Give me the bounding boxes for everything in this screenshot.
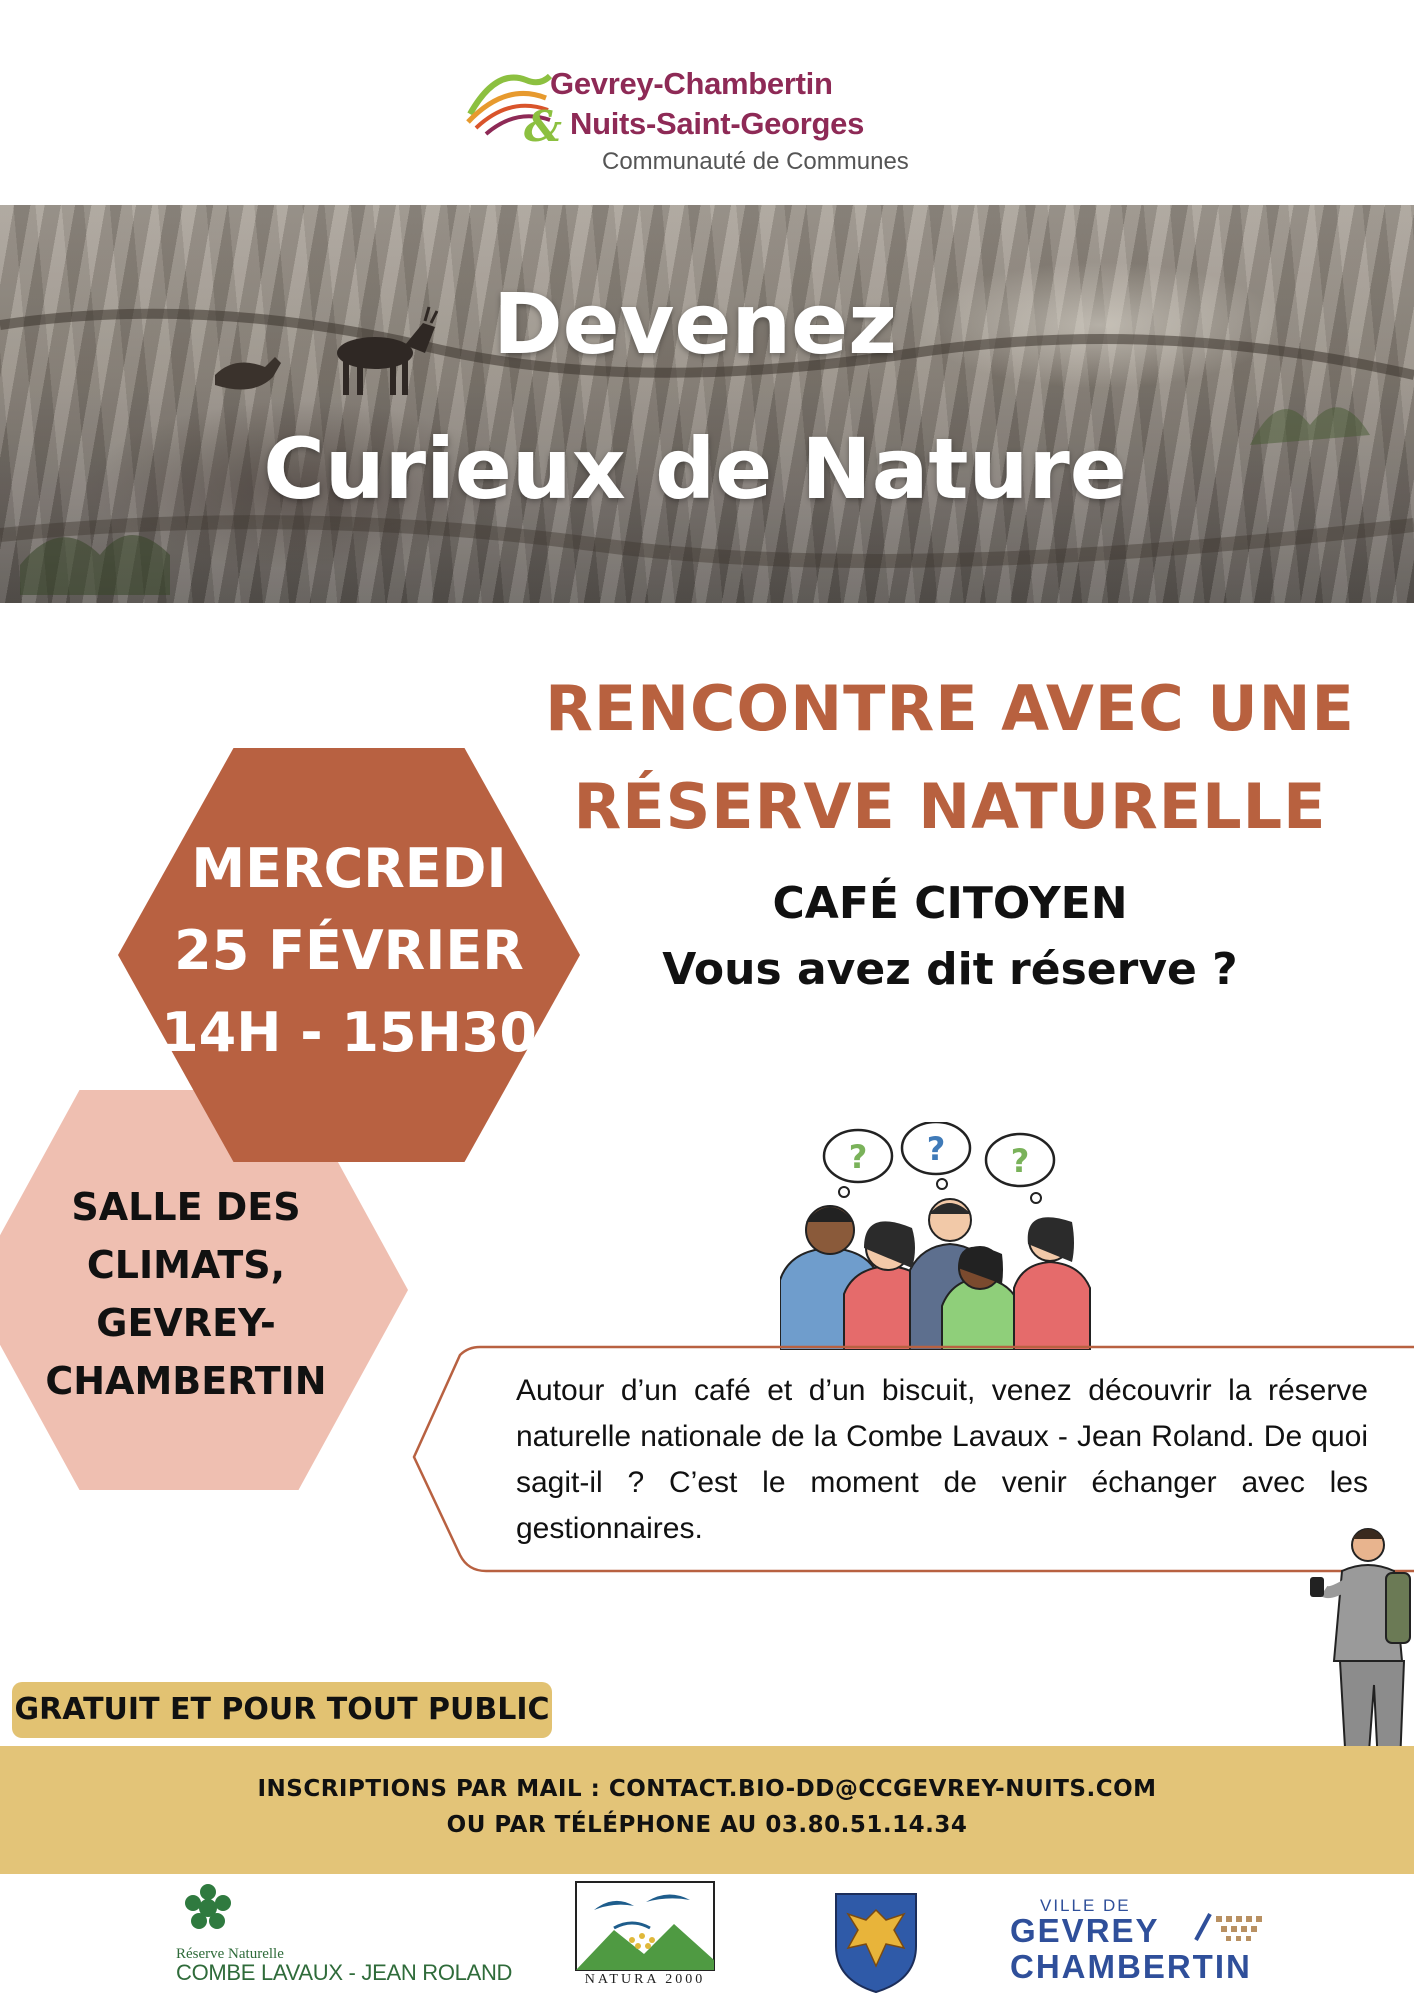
event-time: 14H - 15H30 xyxy=(161,1001,537,1064)
registration-phone-line: OU PAR TÉLÉPHONE AU 03.80.51.14.34 xyxy=(446,1812,968,1838)
event-date: 25 FÉVRIER xyxy=(174,919,524,982)
location-text xyxy=(0,1178,372,1410)
reserve-caption-small: Réserve Naturelle xyxy=(176,1946,284,1962)
question-bubble-icon xyxy=(902,1122,970,1189)
ville-caption-chambertin: CHAMBERTIN xyxy=(1010,1948,1252,1985)
ville-caption-small: VILLE DE xyxy=(1040,1896,1131,1915)
question-bubble-icon xyxy=(986,1134,1054,1203)
grape-dots-icon xyxy=(1194,1912,1264,1942)
header-logo xyxy=(466,62,966,182)
logo-text-gevrey: Gevrey-Chambertin xyxy=(550,66,833,101)
subtitle-cafe-citoyen: CAFÉ CITOYEN xyxy=(772,878,1128,929)
logo-ampersand: & xyxy=(524,102,562,151)
logo-text-nuits: Nuits-Saint-Georges xyxy=(570,106,865,141)
location-line3: GEVREY- xyxy=(96,1301,276,1345)
subtitle-question: Vous avez dit réserve ? xyxy=(662,944,1238,995)
question-bubble-icon xyxy=(824,1130,892,1197)
location-line1: SALLE DES xyxy=(71,1185,301,1229)
natura-caption: NATURA 2000 xyxy=(584,1972,706,1987)
svg-text:?: ? xyxy=(848,1138,868,1176)
ville-caption-gevrey: GEVREY xyxy=(1010,1912,1160,1949)
registration-band xyxy=(0,1746,1414,1874)
ranger-illustration xyxy=(1306,1515,1414,1785)
main-title xyxy=(500,660,1400,856)
cliff-chamois-illustration xyxy=(0,205,1414,603)
date-text xyxy=(118,828,580,1074)
hero-title-curieux: Curieux de Nature xyxy=(263,420,1127,518)
main-title-line2: RÉSERVE NATURELLE xyxy=(573,770,1327,843)
registration-email-line: INSCRIPTIONS PAR MAIL : CONTACT.BIO-DD@CCGEVREY-NUITS.COM xyxy=(257,1776,1157,1802)
coat-of-arms-icon xyxy=(832,1890,920,1994)
logo-text-communaute: Communauté de Communes xyxy=(602,148,909,175)
hero-title-devenez: Devenez xyxy=(492,275,898,373)
description-text: Autour d’un café et d’un biscuit, venez découvrir la réserve naturelle nationale de la Combe Lavaux - Jean Roland. De quoi sagit-il ? C’est le moment de venir échanger avec les gestionnaires. xyxy=(516,1374,1368,1545)
reserve-caption-name: COMBE LAVAUX - JEAN ROLAND xyxy=(176,1960,513,1985)
location-line2: CLIMATS, xyxy=(86,1243,286,1287)
thinking-people-illustration xyxy=(780,1122,1100,1350)
svg-text:?: ? xyxy=(1010,1142,1030,1180)
svg-text:?: ? xyxy=(926,1130,946,1168)
main-title-line1: RENCONTRE AVEC UNE xyxy=(545,672,1355,745)
event-day: MERCREDI xyxy=(191,837,507,900)
free-badge: GRATUIT ET POUR TOUT PUBLIC xyxy=(12,1682,552,1738)
location-line4: CHAMBERTIN xyxy=(45,1359,327,1403)
hero-banner xyxy=(0,205,1414,603)
